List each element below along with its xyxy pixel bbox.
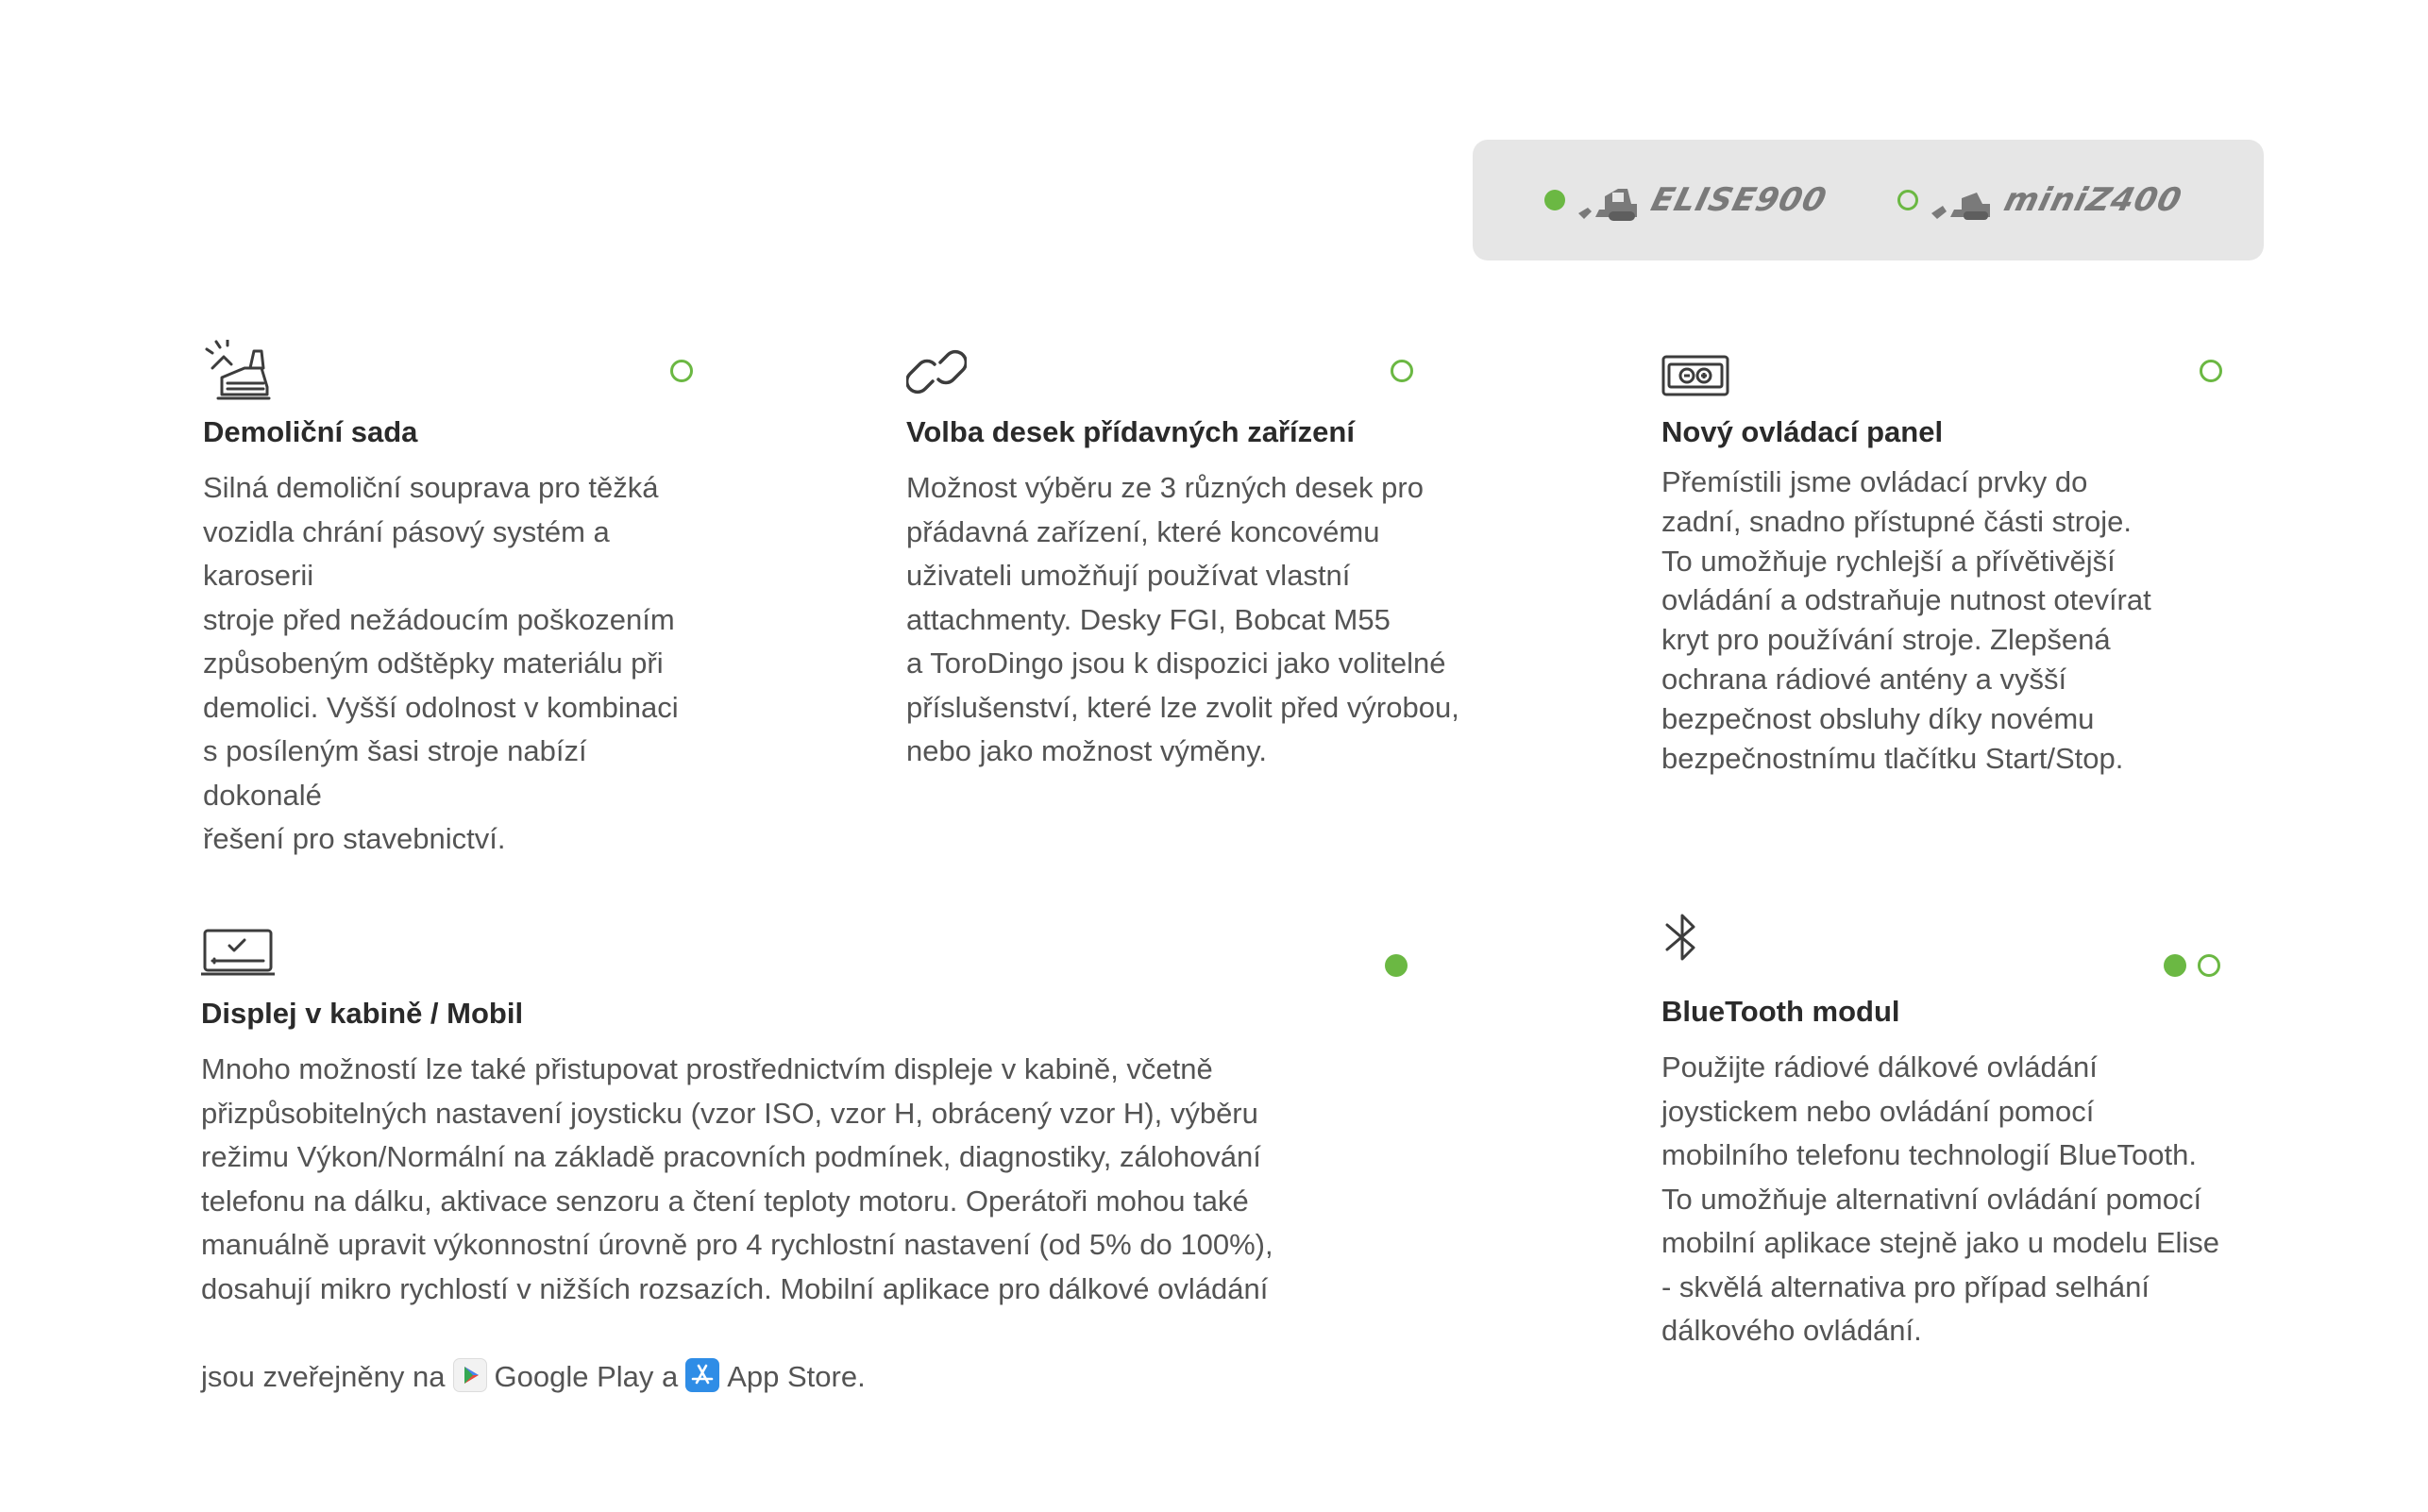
feature-card-bluetooth	[1661, 906, 2266, 1359]
bluetooth-icon	[1661, 910, 1703, 965]
availability-dot-hollow	[1391, 360, 1413, 382]
availability-dot-hollow	[2200, 360, 2222, 382]
display-screen-icon	[201, 929, 275, 978]
feature-title: Displej v kabině / Mobil	[201, 997, 524, 1030]
feature-title: Demoliční sada	[203, 415, 418, 448]
feature-description: Mnoho možností lze také přistupovat prostřednictvím displeje v kabině, včetně přizpůsobitelných nastavení joysticku (vzor ISO, vzor H, obrácený vzor H), výběru režimu Výkon/Normální na základě pracovních podmínek, diagnostiky, zálohování telefonu na dálku, aktivace senzoru a čtení teploty motoru. Operátoři mohou také manuálně upravit výkonnostní úrovně pro 4 rychlostní nastavení (od 5% do 100%), dosahují mikro rychlostí v nižších rozsazích. Mobilní aplikace pro dálkové ovládání	[201, 1052, 1273, 1305]
link-icon	[906, 345, 967, 398]
miniz400-hollow-dot	[1897, 190, 1918, 210]
feature-description: Silná demoliční souprava pro těžká vozidla chrání pásový systém a karoserii stroje před nežádoucím poškozením způsobeným odštěpky materiálu při demolici. Vyšší odolnost v kombinaci s posíleným šasi stroje nabízí dokonalé řešení pro stavebnictví.	[203, 471, 679, 855]
miniz400-machine-icon	[1930, 176, 1996, 225]
app-store-icon[interactable]	[685, 1358, 719, 1392]
availability-dot-hollow	[670, 360, 693, 382]
feature-title: Volba desek přídavných zařízení	[906, 415, 1355, 448]
app-store-link[interactable]: App Store.	[727, 1359, 866, 1393]
miniz400-label: miniZ400	[2000, 181, 2186, 219]
feature-description: Přemístili jsme ovládací prvky do zadní, snadno přístupné části stroje. To umožňuje rychlejší a přívětivější ovládání a odstraňuje nutnost otevírat kryt pro používání stroje. Zlepšená ochrana rádiové antény a vyšší bezpečnost obsluhy díky novému bezpečnostnímu tlačítku Start/Stop.	[1661, 465, 2151, 775]
feature-card-attachment-plates	[906, 340, 1510, 774]
availability-dot-hollow	[2198, 954, 2220, 977]
availability-dot-filled	[2164, 954, 2186, 977]
model-legend	[1473, 140, 2264, 260]
feature-title: BlueTooth modul	[1661, 995, 1900, 1028]
feature-title: Nový ovládací panel	[1661, 415, 1944, 448]
miniz400-logo	[1930, 176, 2186, 225]
elise900-label: ELISE900	[1647, 181, 1831, 219]
google-play-link[interactable]: Google Play a	[494, 1359, 679, 1393]
control-panel-icon	[1661, 355, 1729, 396]
feature-card-cabin-display	[201, 925, 1428, 1393]
feature-description: Možnost výběru ze 3 různých desek pro přádavná zařízení, které koncovému uživateli umožňují používat vlastní attachmenty. Desky FGI, Bobcat M55 a ToroDingo jsou k dispozici jako volitelné příslušenství, které lze zvolit před výrobou, nebo jako možnost výměny.	[906, 471, 1459, 767]
feature-description-stores	[201, 1311, 866, 1399]
google-play-icon[interactable]	[453, 1358, 487, 1392]
feature-card-demolition	[203, 340, 713, 855]
demolition-machine-icon	[203, 340, 271, 404]
elise900-machine-icon	[1577, 176, 1643, 225]
elise900-filled-dot	[1544, 190, 1565, 210]
store-intro-text: jsou zveřejněny na	[201, 1359, 446, 1393]
feature-card-control-panel	[1661, 340, 2247, 783]
feature-description: Použijte rádiové dálkové ovládání joystickem nebo ovládání pomocí mobilního telefonu technologií BlueTooth. To umožňuje alternativní ovládání pomocí mobilní aplikace stejně jako u modelu Elise - skvělá alternativa pro případ selhání dálkového ovládání.	[1661, 1050, 2220, 1347]
elise900-logo	[1577, 176, 1831, 225]
availability-dot-filled	[1385, 954, 1408, 977]
